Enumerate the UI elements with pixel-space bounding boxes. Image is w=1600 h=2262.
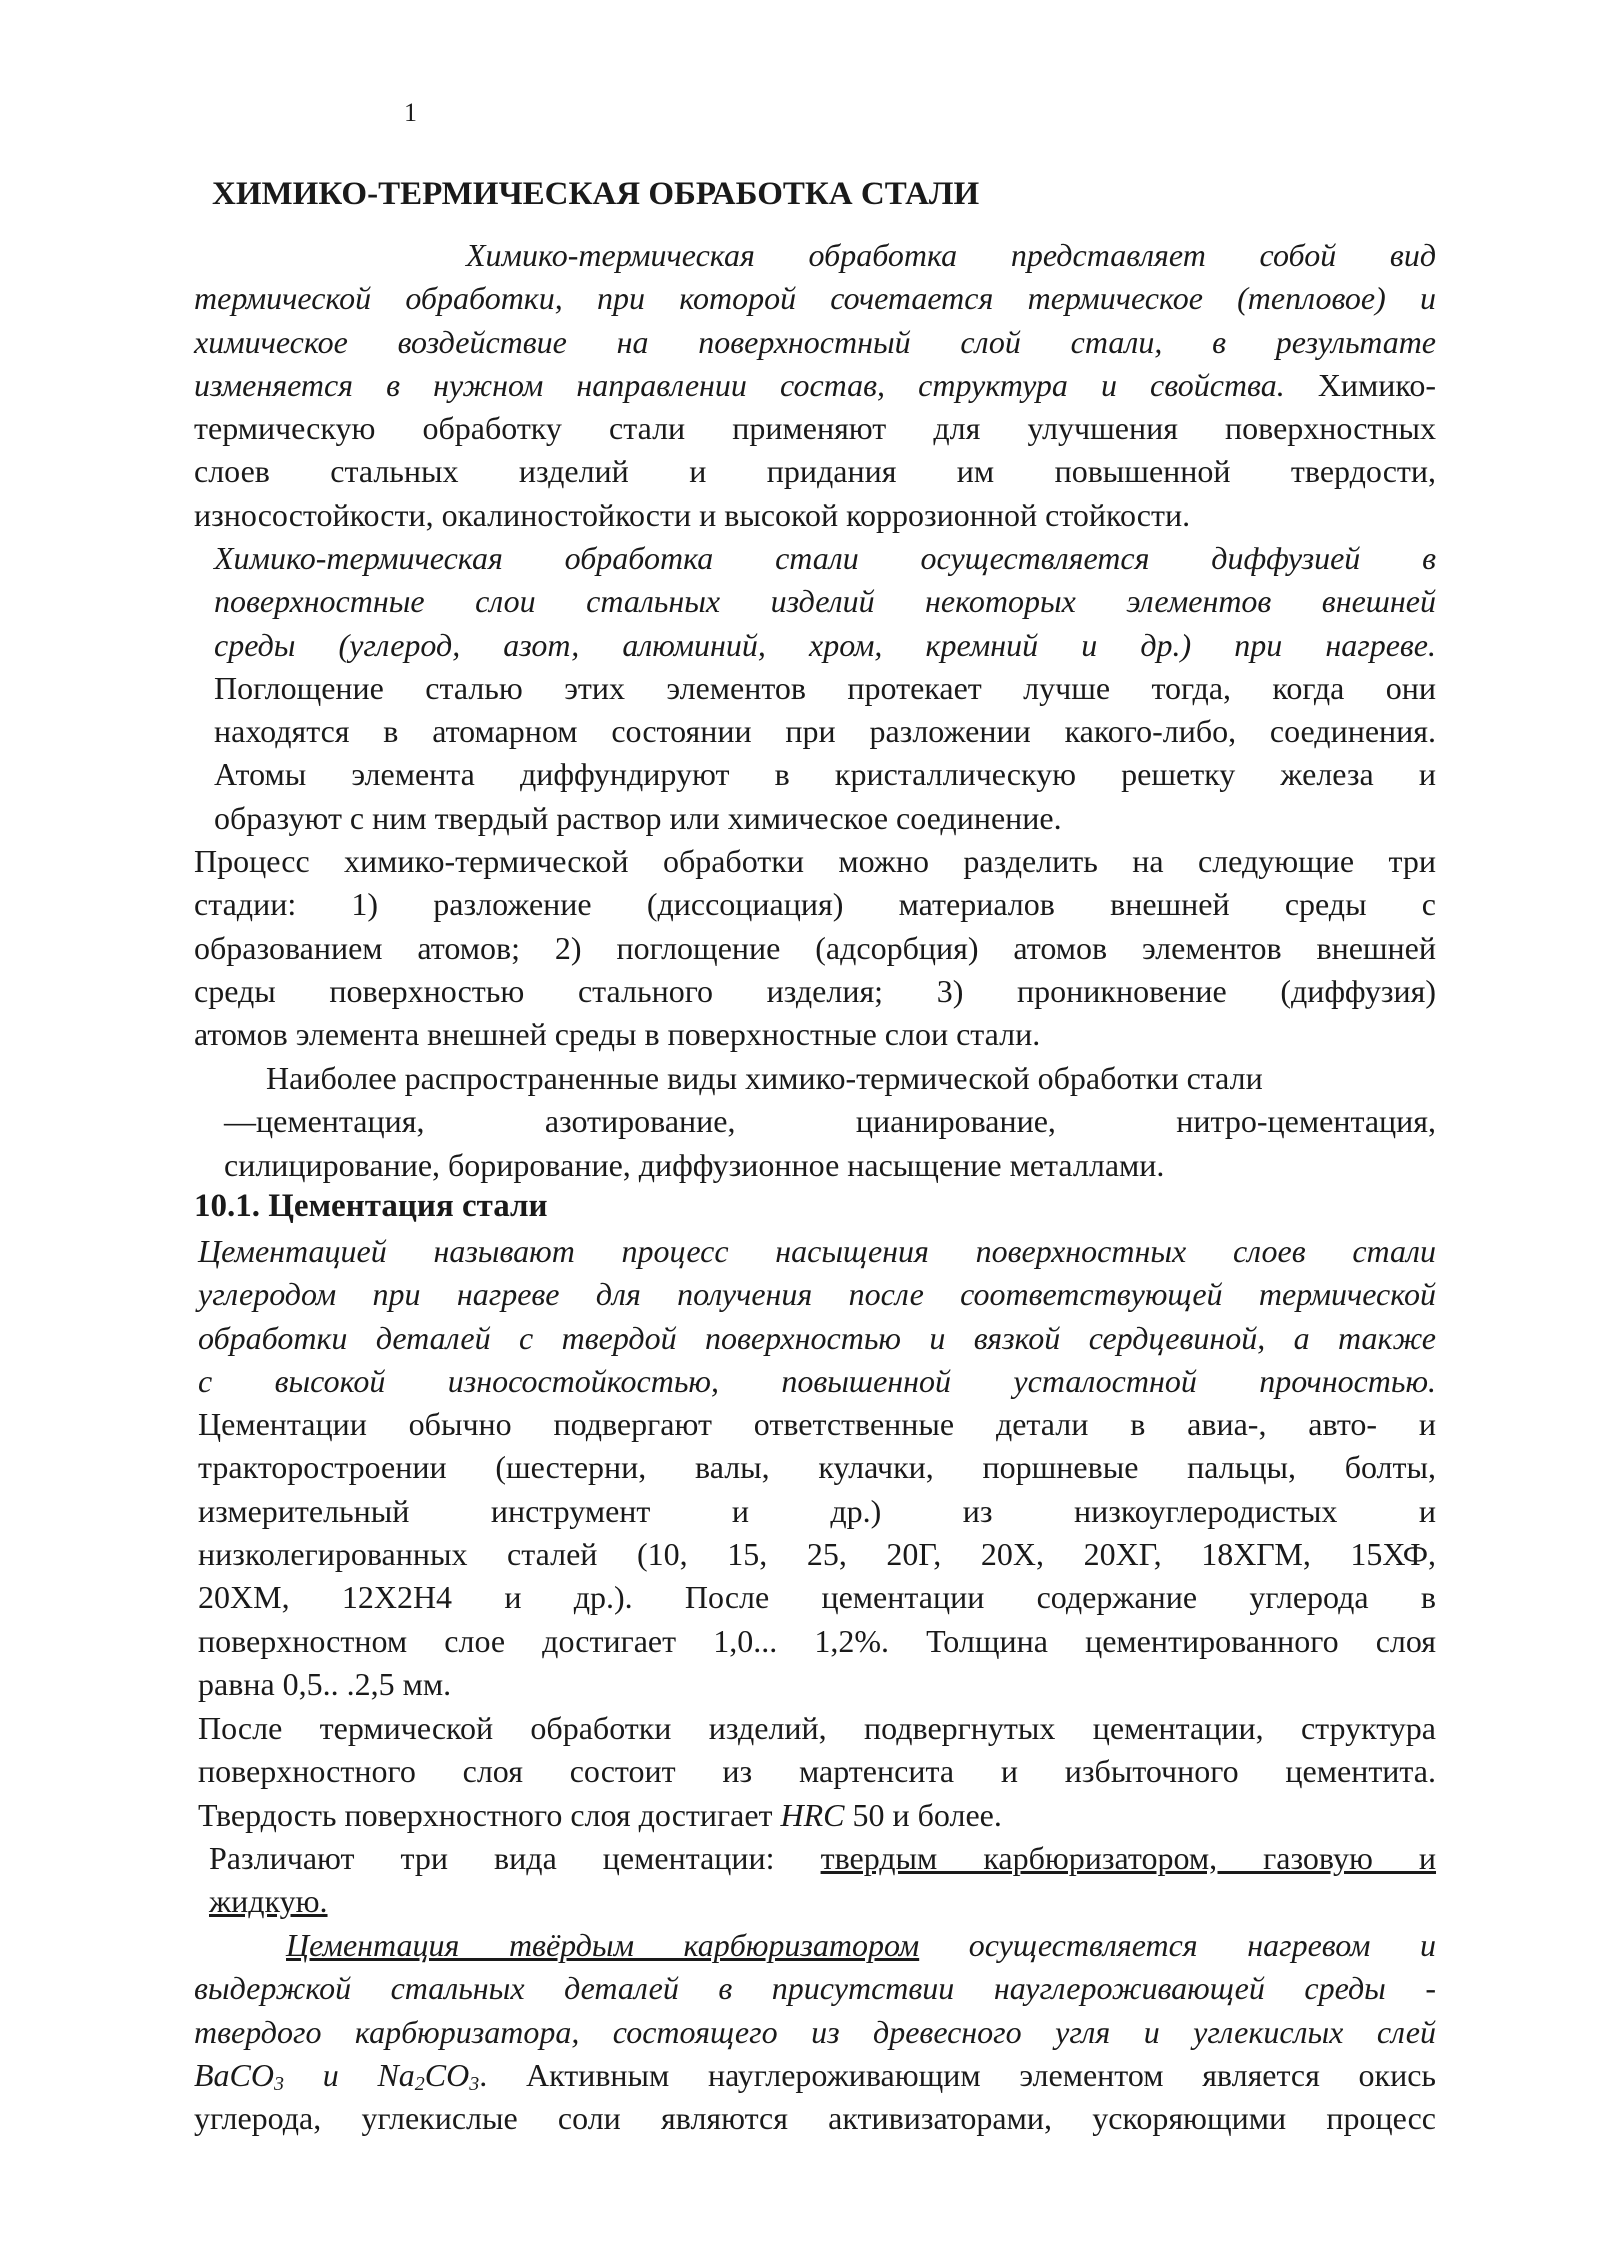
cementation-paragraph xyxy=(198,1230,1436,1706)
intro-paragraph xyxy=(194,234,1436,537)
text-span: . Активным науглероживающим элементом является окись xyxy=(479,2056,1437,2093)
solid-carburizer-paragraph xyxy=(194,1924,1436,2140)
text-line: поверхностного слоя состоит из мартенсита и избыточного цементита. xyxy=(198,1753,1436,1790)
text-line: образуют с ним твердый раствор или химическое соединение. xyxy=(214,799,1062,836)
text-line: термической обработки, при которой сочетается термическое (тепловое) и xyxy=(194,280,1436,317)
subscript: 3 xyxy=(274,2072,284,2095)
text-line: выдержкой стальных деталей в присутствии науглероживающей среды - xyxy=(194,1970,1436,2007)
text-line: Цементацией называют процесс насыщения поверхностных слоев стали xyxy=(198,1233,1436,1269)
text-line: Цементации обычно подвергают ответственные детали в авиа-, авто- и xyxy=(198,1406,1436,1443)
text-line: износостойкости, окалиностойкости и высокой коррозионной стойкости. xyxy=(194,496,1191,533)
text-span: жидкую. xyxy=(209,1883,328,1920)
text-span: твердым карбюризатором, газовую и xyxy=(820,1840,1437,1876)
text-line: обработки деталей с твердой поверхностью и вязкой сердцевиной, а также xyxy=(198,1319,1436,1356)
text-span: изменяется в нужном направлении состав, структура и свойства. xyxy=(194,366,1285,403)
text-line: поверхностном слое достигает 1,0... 1,2%. Толщина цементированного слоя xyxy=(198,1622,1436,1659)
text-line: термическую обработку стали применяют для улучшения поверхностных xyxy=(194,410,1436,447)
text-line: силицирование, борирование, диффузионное насыщение металлами. xyxy=(224,1146,1165,1183)
subscript: 2 xyxy=(414,2072,425,2095)
kinds-paragraph xyxy=(209,1837,1436,1924)
text-line: химическое воздействие на поверхностный слой стали, в результате xyxy=(194,323,1436,360)
diffusion-paragraph xyxy=(214,537,1436,840)
text-line: слоев стальных изделий и придания им повышенной твердости, xyxy=(194,453,1436,490)
text-span: HRC xyxy=(780,1796,845,1833)
text-line: После термической обработки изделий, подвергнутых цементации, структура xyxy=(198,1710,1436,1746)
text-span: Твердость поверхностного слоя достигает xyxy=(198,1796,781,1833)
text-line: измерительный инструмент и др.) из низкоуглеродистых и xyxy=(198,1492,1436,1529)
text-line: 20ХМ, 12Х2Н4 и др.). После цементации содержание углерода в xyxy=(198,1579,1436,1616)
text-line: образованием атомов; 2) поглощение (адсорбция) атомов элементов внешней xyxy=(194,929,1436,966)
text-line xyxy=(194,2054,1436,2097)
page-number: 1 xyxy=(404,98,417,127)
text-line: —цементация, азотирование, цианирование, нитро-цементация, xyxy=(224,1103,1436,1140)
types-paragraph xyxy=(224,1057,1436,1187)
text-line: равна 0,5.. .2,5 мм. xyxy=(198,1665,452,1702)
text-line: Поглощение сталью этих элементов протекает лучше тогда, когда они xyxy=(214,669,1436,706)
formula-na2co3 xyxy=(377,2057,479,2093)
text-line xyxy=(209,1880,1436,1923)
text-line: находятся в атомарном состоянии при разложении какого-либо, соединения. xyxy=(214,713,1436,750)
stages-paragraph xyxy=(194,840,1436,1056)
text-line xyxy=(198,1794,1436,1837)
text-span: BaCO xyxy=(194,2056,274,2093)
text-line: стадии: 1) разложение (диссоциация) материалов внешней среды с xyxy=(194,886,1436,923)
page-title: ХИМИКО-ТЕРМИЧЕСКАЯ ОБРАБОТКА СТАЛИ xyxy=(212,176,980,212)
text-line: среды поверхностью стального изделия; 3) проникновение (диффузия) xyxy=(194,972,1436,1009)
text-span: 50 и более. xyxy=(844,1796,1002,1833)
section-heading: 10.1. Цементация стали xyxy=(194,1188,548,1224)
text-line: поверхностные слои стальных изделий некоторых элементов внешней xyxy=(214,583,1436,620)
subscript: 3 xyxy=(469,2072,480,2095)
text-line: с высокой износостойкостью, повышенной усталостной прочностью. xyxy=(198,1362,1436,1399)
text-line: Химико-термическая обработка представляет собой вид xyxy=(466,237,1436,273)
text-span: осуществляется нагревом и xyxy=(919,1927,1437,1963)
text-line: твердого карбюризатора, состоящего из древесного угля и углекислых слей xyxy=(194,2013,1436,2050)
text-line: Наиболее распространенные виды химико-термической обработки стали xyxy=(266,1060,1263,1096)
text-line: низколегированных сталей (10, 15, 25, 20Г, 20Х, 20ХГ, 18ХГМ, 15ХФ, xyxy=(198,1536,1436,1573)
text-span: Химико- xyxy=(1284,366,1437,403)
text-line: Атомы элемента диффундируют в кристаллическую решетку железа и xyxy=(214,756,1436,793)
text-line: углеродом при нагреве для получения после соответствующей термической xyxy=(198,1276,1436,1313)
text-line: атомов элемента внешней среды в поверхностные слои стали. xyxy=(194,1016,1041,1053)
text-line xyxy=(209,1837,1436,1880)
text-line: Процесс химико-термической обработки можно разделить на следующие три xyxy=(194,843,1436,879)
formula-baco3 xyxy=(194,2057,284,2093)
text-line: среды (углерод, азот, алюминий, хром, кремний и др.) при нагреве. xyxy=(214,626,1436,663)
text-span: и xyxy=(284,2056,378,2093)
text-span: Различают три вида цементации: xyxy=(209,1840,821,1876)
text-line: Химико-термическая обработка стали осуществляется диффузией в xyxy=(214,540,1436,576)
text-line: тракторостроении (шестерни, валы, кулачки, поршневые пальцы, болты, xyxy=(198,1449,1436,1486)
text-span: Цементация твёрдым карбюризатором xyxy=(286,1927,920,1963)
text-line: углерода, углекислые соли являются активизаторами, ускоряющими процесс xyxy=(194,2100,1436,2137)
structure-paragraph xyxy=(198,1707,1436,1837)
text-line xyxy=(194,364,1436,407)
text-span: Na xyxy=(377,2056,415,2093)
text-span: CO xyxy=(424,2056,470,2093)
text-line xyxy=(194,1924,1436,1967)
